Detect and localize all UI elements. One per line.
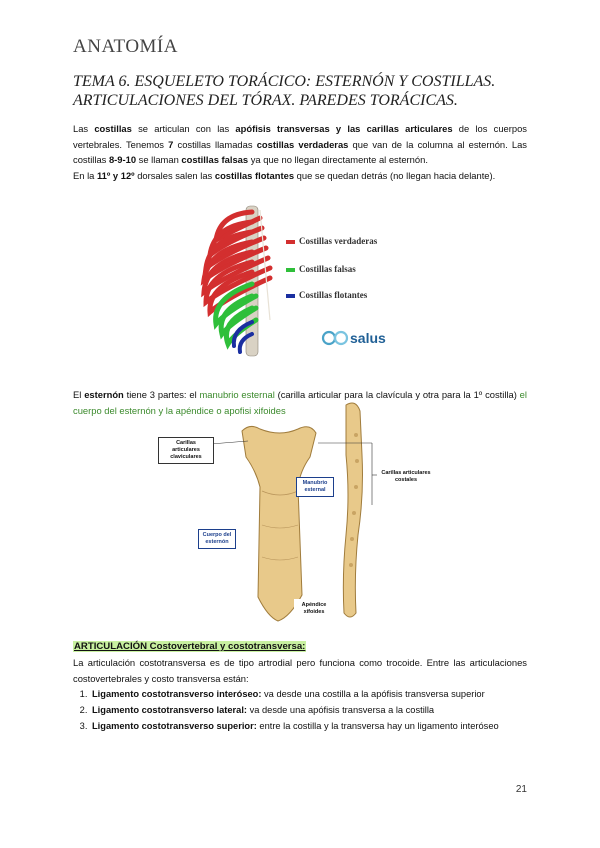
legend-label-flotantes: Costillas flotantes bbox=[299, 290, 368, 300]
tema-title: TEMA 6. ESQUELETO TORÁCICO: ESTERNÓN Y COSTILLAS. ARTICULACIONES DEL TÓRAX. PAREDES TORÁCICAS. bbox=[73, 73, 496, 109]
articulacion-heading: ARTICULACIÓN Costovertebral y costotransversa: bbox=[74, 641, 306, 652]
watermark-text: salus bbox=[350, 330, 386, 346]
label-manubrio: Manubrio esternal bbox=[296, 477, 334, 497]
ligament-list bbox=[73, 686, 550, 734]
page-number: 21 bbox=[515, 784, 527, 795]
intro-paragraph: Las costillas se articulan con las apófisis transversas y las carillas articulares de los cuerpos vertebrales. Tenemos 7 costillas llamadas costillas verdaderas que van de la columna al esternón. Las costillas 8-9-10 se llaman costillas falsas ya que no llegan directamente al esternón. En la 11º y 12º dorsales salen las costillas flotantes que se quedan detrás (no llegan hacia delante). bbox=[73, 123, 527, 181]
label-cuerpo: Cuerpo del esternón bbox=[198, 529, 236, 549]
articulacion-body: La articulación costotransversa es de tipo artrodial pero funciona como trocoide. Entre las articulaciones costovertebrales y costo transversa están: bbox=[73, 657, 527, 684]
legend-label-falsas: Costillas falsas bbox=[299, 264, 356, 274]
sternum-illustration bbox=[150, 395, 450, 625]
label-apendice: Apéndice xifoides bbox=[294, 599, 334, 619]
list-item: 1. Ligamento costotransverso interóseo: va desde una costilla a la apófisis transversa superior bbox=[90, 686, 550, 702]
ribs-figure bbox=[190, 200, 420, 360]
list-item: 3. Ligamento costotransverso superior: entre la costilla y la transversa hay un ligamento interóseo bbox=[90, 718, 550, 734]
list-item: 2. Ligamento costotransverso lateral: va desde una apófisis transversa a la costilla bbox=[90, 702, 550, 718]
label-carillas-costales: Carillas articulares costales bbox=[377, 467, 435, 487]
legend-label-verdaderas: Costillas verdaderas bbox=[299, 236, 378, 246]
sternum-paragraph: El esternón tiene 3 partes: el manubrio esternal (carilla articular para la clavícula y otra para la 1º costilla) el cuerpo del esternón y la apéndice o apofisi xifoides bbox=[73, 389, 527, 416]
sternum-figure bbox=[150, 395, 450, 625]
page-header: ANATOMÍA bbox=[73, 36, 178, 57]
label-carillas-claviculares: Carillas articulares claviculares bbox=[158, 437, 214, 464]
